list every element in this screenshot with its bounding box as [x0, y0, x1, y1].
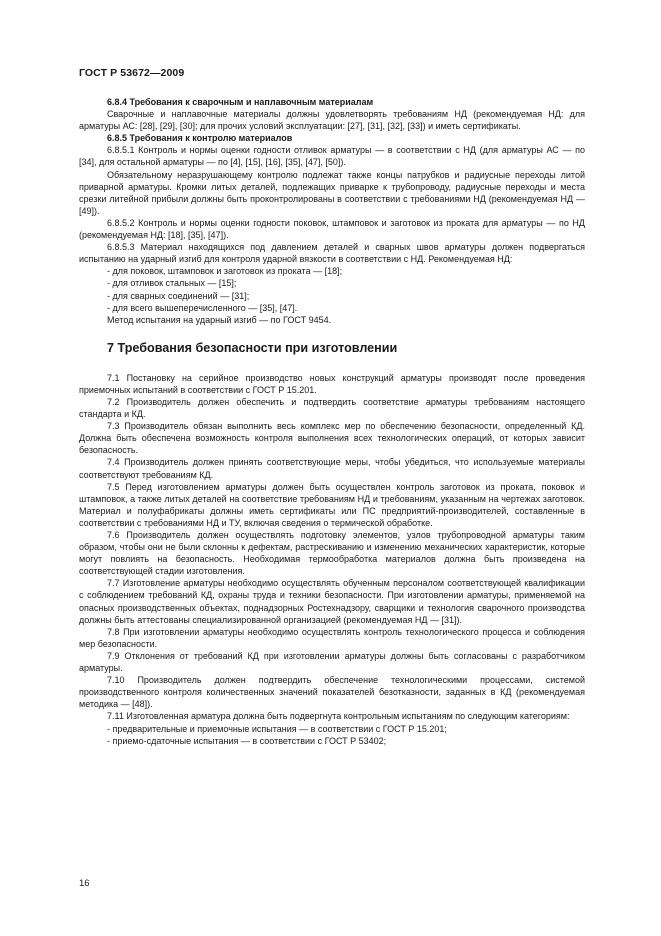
section-heading: 7 Требования безопасности при изготовлении [107, 340, 398, 355]
paragraph: 7.8 При изготовлении арматуры необходимо осуществлять контроль технологического процесса и соблюдения мер безопасности. [79, 626, 585, 649]
paragraph: 6.8.5.3 Материал находящихся под давлением деталей и сварных швов арматуры должен подвергаться испытанию на ударный изгиб для контроля ударной вязкости в соответствии с НД. Рекомендуемая НД: [79, 242, 585, 265]
list-item: Метод испытания на ударный изгиб — по ГОСТ 9454. [107, 314, 332, 325]
list-item: - для сварных соединений — [31]; [107, 290, 250, 301]
paragraph: 7.11 Изготовленная арматура должна быть подвергнута контрольным испытаниям по следующим категориям: [107, 711, 570, 722]
paragraph: 7.9 Отклонения от требований КД при изготовлении арматуры должны быть согласованы с разработчиком арматуры. [79, 650, 585, 674]
list-item: - приемо-сдаточные испытания — в соответствии с ГОСТ Р 53402; [107, 735, 387, 746]
document-body [79, 96, 585, 747]
paragraph: 6.8.5.2 Контроль и нормы оценки годности поковок, штамповок и заготовок из проката для арматуры — по НД (рекомендуемая НД: [18], [35], [47]). [79, 217, 585, 241]
page-number: 16 [79, 878, 90, 889]
list-item: - предварительные и приемочные испытания — в соответствии с ГОСТ Р 15.201; [107, 723, 447, 734]
paragraph: Обязательному неразрушающему контролю подлежат также концы патрубков и радиусные переходы литой приварной арматуры. Кромки литых деталей, подлежащих приварке к трубопроводу, радиусные переходы и места срезки литейной прибыли должны быть проконтролированы в соответствии с требованиями НД (рекомендуемая НД — [49]). [79, 169, 585, 216]
paragraph: 7.2 Производитель должен обеспечить и подтвердить соответствие арматуры требованиям настоящего стандарта и КД. [79, 396, 585, 420]
subsection-heading: 6.8.4 Требования к сварочным и наплавочным материалам [107, 97, 374, 107]
paragraph: 7.6 Производитель должен осуществлять подготовку элементов, узлов трубопроводной арматуры таким образом, чтобы они не были склонны к дефектам, растрескиванию и изменению механических характеристик, которые могут повлиять на безопасность. Необходимая термообработка материалов должна быть произведена на соответствующей стадии изготовления. [79, 530, 585, 577]
paragraph: 7.7 Изготовление арматуры необходимо осуществлять обученным персоналом соответствующей квалификации с соблюдением требований КД, охраны труда и техники безопасности. При изготовлении арматуры, применяемой на опасных производственных объектах, поднадзорных Ростехнадзору, сварщики и технология сварочного производства должны быть аттестованы специализированной организацией (рекомендуемая НД — [31]). [79, 578, 585, 625]
document-header: ГОСТ Р 53672—2009 [79, 67, 185, 79]
paragraph: 7.10 Производитель должен подтвердить обеспечение технологическими процессами, системой производственного контроля количественных значений показателей безотказности, заданных в КД (рекомендуемая методика — [48]). [79, 675, 585, 710]
paragraph: 7.1 Постановку на серийное производство новых конструкций арматуры производят после проведения приемочных испытаний в соответствии с ГОСТ Р 15.201. [79, 372, 585, 395]
paragraph: 7.4 Производитель должен принять соответствующие меры, чтобы убедиться, что используемые материалы соответствуют требованиям КД. [79, 457, 585, 480]
list-item: - для всего вышеперечисленного — [35], [47]. [107, 302, 298, 313]
paragraph: 6.8.5.1 Контроль и нормы оценки годности отливок арматуры — в соответствии с НД (для арматуры АС — по [34], для остальной арматуры — по [4], [15], [16], [35], [47], [50]). [79, 145, 585, 168]
subsection-heading: 6.8.5 Требования к контролю материалов [107, 133, 293, 144]
list-item: - для поковок, штамповок и заготовок из проката — [18]; [107, 266, 343, 277]
list-item: - для отливок стальных — [15]; [107, 278, 237, 289]
paragraph: 7.3 Производитель обязан выполнить весь комплекс мер по обеспечению безопасности, определенный КД. Должна быть обеспечена возможность контроля выполнения всех технологических операций, от которых зависит безопасность. [79, 421, 585, 456]
paragraph: 7.5 Перед изготовлением арматуры должен быть осуществлен контроль заготовок из проката, поковок и штамповок, а также литых деталей на соответствие требованиям НД и требованиям, указанным на чертежах заготовок. Материал и полуфабрикаты должны иметь сертификаты или ПС предприятий-производителей, составленные в соответствии с требованиями НД и ТУ, включая сведения о термической обработке. [79, 481, 585, 528]
paragraph: Сварочные и наплавочные материалы должны удовлетворять требованиям НД (рекомендуемая НД: для арматуры АС: [28], [29], [30]; для прочих условий эксплуатации: [27], [31], [32], [33]) и иметь сертификаты. [79, 109, 585, 132]
